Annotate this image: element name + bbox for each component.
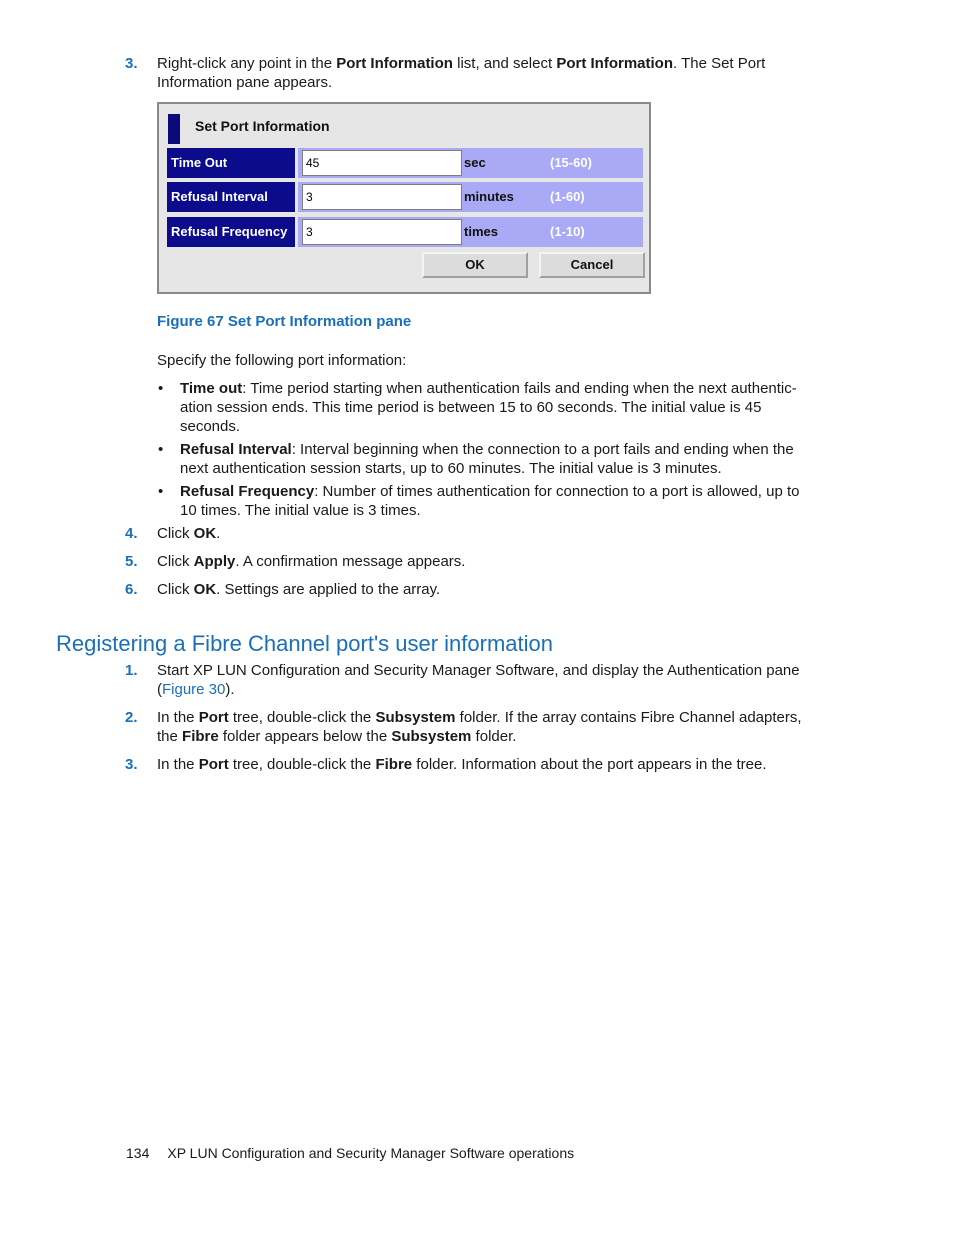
bullet-time-out [180,379,805,436]
cancel-button[interactable]: Cancel [539,252,645,278]
time-out-row [167,148,643,178]
bullet-refusal-interval [180,440,805,478]
text: seconds. [180,418,241,435]
figure-caption: Figure 67 Set Port Information pane [157,313,412,330]
refusal-frequency-input[interactable]: 3 [302,219,462,245]
step-4-text [157,524,807,543]
text: list, and select [452,55,557,72]
footer-title: XP LUN Configuration and Security Manager Software operations [167,1145,575,1161]
bullet-dot: • [158,380,164,397]
ui-term: Subsystem [391,728,472,745]
bullet-dot: • [158,483,164,500]
field-range: (15-60) [550,155,592,170]
intro-text: Specify the following port information: [157,352,407,369]
text: . [216,525,221,542]
figure-30-link[interactable]: Figure 30 [162,681,226,698]
text: . Settings are applied to the array. [216,581,441,598]
step-number: 4. [125,525,138,542]
ui-term: Fibre [182,728,219,745]
text: . The Set Port [673,55,766,72]
field-label: Refusal Frequency [167,217,295,247]
text: Information pane appears. [157,74,333,91]
step-5-text [157,552,807,571]
page-number: 134 [126,1145,150,1161]
set-port-information-dialog [157,102,651,294]
step-6-text [157,580,807,599]
step-number: 3. [125,55,138,72]
text: 10 times. The initial value is 3 times. [180,502,421,519]
step-3-text [157,54,807,92]
section-step-3-text [157,755,817,774]
ui-term: OK [193,581,217,598]
text: next authentication session starts, up to 60 minutes. The initial value is 3 minutes. [180,460,722,477]
term: Refusal Frequency [180,483,315,500]
field-unit: sec [464,155,486,170]
ui-term: Apply [193,553,236,570]
text: Right-click any point in the [157,55,337,72]
dialog-title: Set Port Information [195,118,330,134]
text: ation session ends. This time period is between 15 to 60 seconds. The initial value is 45 [180,399,762,416]
field-unit: times [464,224,498,239]
step-number: 6. [125,581,138,598]
text: ( [157,681,162,698]
text: folder. If the array contains Fibre Channel adapters, [455,709,802,726]
step-number: 3. [125,756,138,773]
text: : Time period starting when authentication fails and ending when the next authentic- [242,380,797,397]
section-step-1-text [157,661,817,699]
field-unit: minutes [464,189,514,204]
text: ). [225,681,235,698]
text: : Interval beginning when the connection to a port fails and ending when the [291,441,794,458]
ui-term: Fibre [375,756,413,773]
text: the [157,728,183,745]
section-step-2-text [157,708,817,746]
ui-term: Port [198,709,229,726]
text: : Number of times authentication for connection to a port is allowed, up to [314,483,800,500]
term: Time out [180,380,243,397]
text: Click [157,553,194,570]
ui-term: Port [198,756,229,773]
text: In the [157,756,199,773]
step-number: 2. [125,709,138,726]
ui-term: OK [193,525,217,542]
step-number: 5. [125,553,138,570]
text: Click [157,581,194,598]
field-label: Time Out [167,148,295,178]
step-number: 1. [125,662,138,679]
refusal-frequency-row [167,217,643,247]
refusal-interval-input[interactable]: 3 [302,184,462,210]
refusal-interval-row [167,182,643,212]
field-range: (1-10) [550,224,585,239]
ui-term: Subsystem [375,709,456,726]
title-marker [168,114,180,144]
field-label: Refusal Interval [167,182,295,212]
text: folder appears below the [218,728,392,745]
text: folder. [471,728,517,745]
section-heading: Registering a Fibre Channel port's user information [56,631,553,656]
text: Click [157,525,194,542]
text: In the [157,709,199,726]
field-range: (1-60) [550,189,585,204]
text: folder. Information about the port appears in the tree. [412,756,767,773]
time-out-input[interactable]: 45 [302,150,462,176]
text: tree, double-click the [228,756,376,773]
text: . A confirmation message appears. [235,553,466,570]
bullet-dot: • [158,441,164,458]
ui-term: Port Information [336,55,453,72]
ui-term: Port Information [556,55,673,72]
text: Start XP LUN Configuration and Security Manager Software, and display the Authentication pane [157,662,800,679]
term: Refusal Interval [180,441,292,458]
text: tree, double-click the [228,709,376,726]
bullet-refusal-frequency [180,482,805,520]
ok-button[interactable]: OK [422,252,528,278]
page-footer [126,1144,574,1163]
